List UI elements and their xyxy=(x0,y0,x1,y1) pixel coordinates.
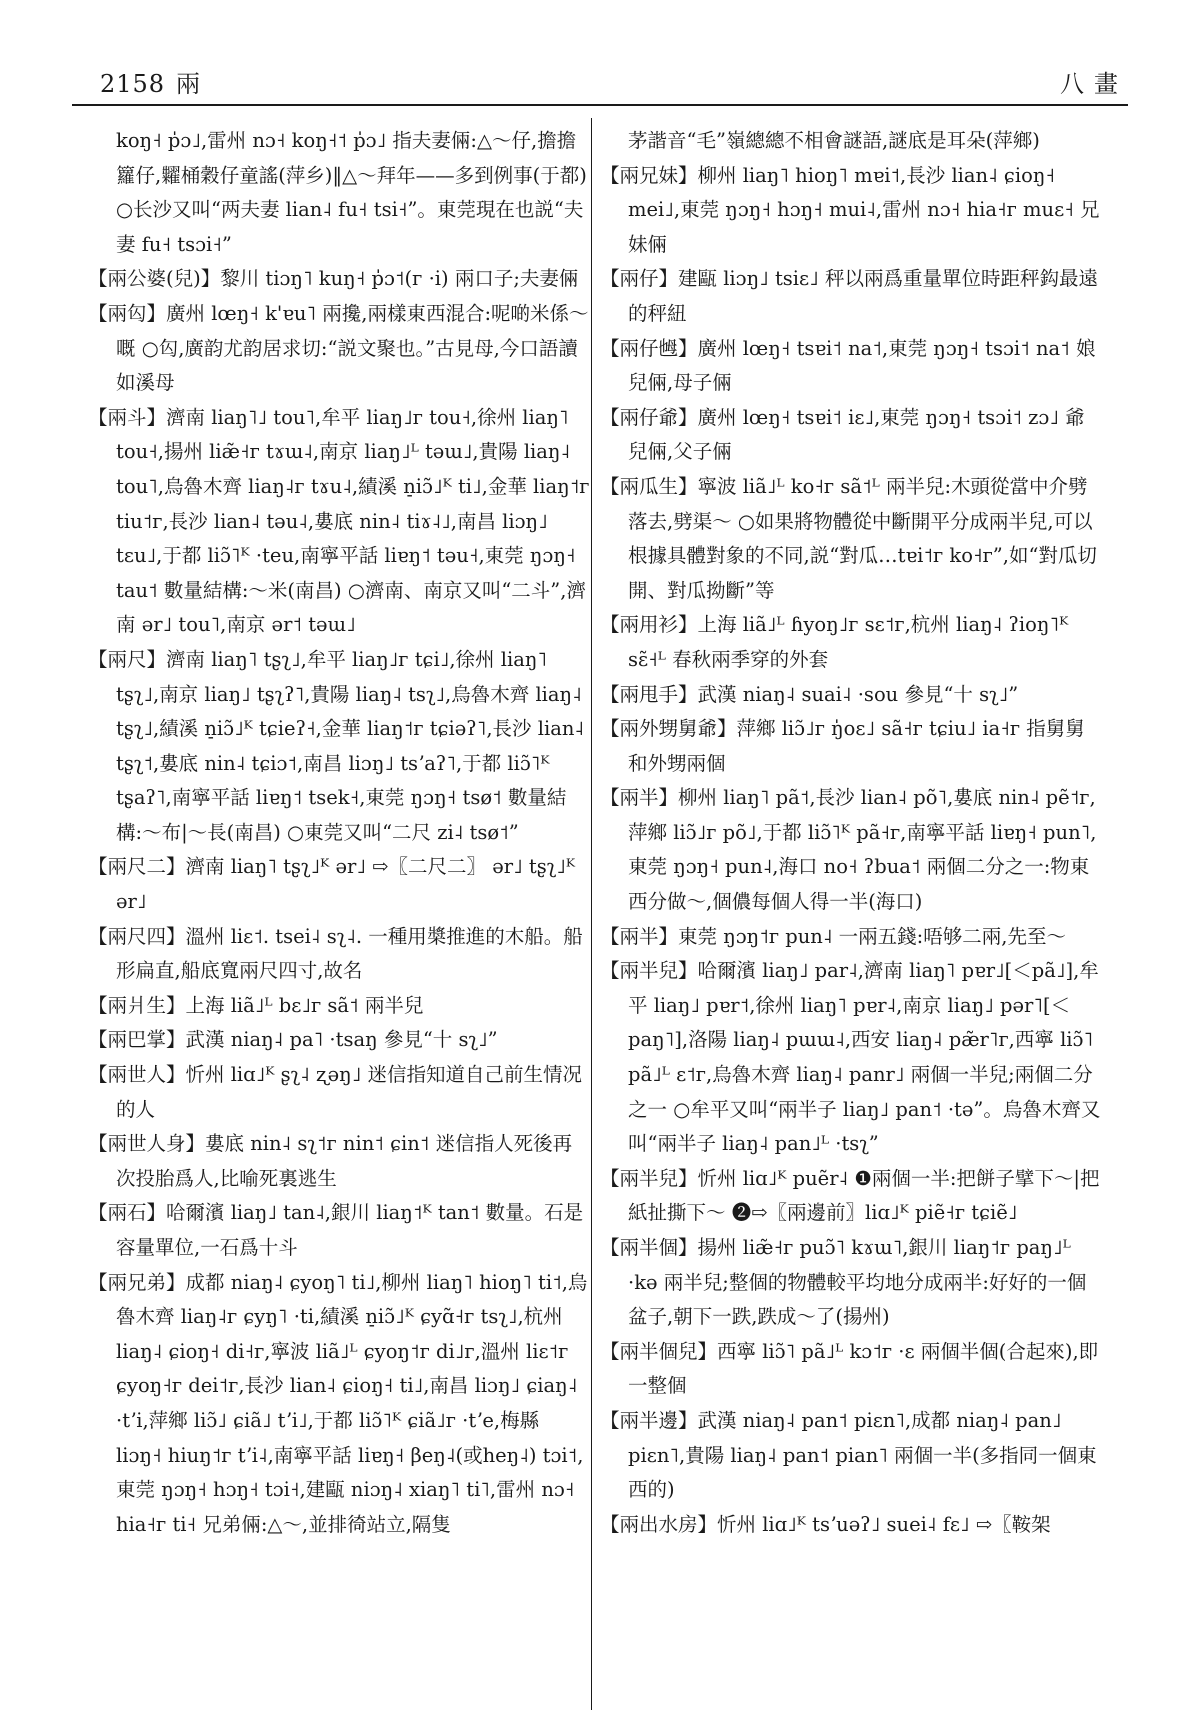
page-number: 2158 xyxy=(100,70,166,98)
dictionary-entry: 【兩仔乸】廣州 lœŋ˧ tsɐi˦ na˦,東莞 ŋɔŋ˧ tsɔi˦ na˦ 娘兒倆,母子倆 xyxy=(600,336,1096,395)
dictionary-entry: 【兩斗】濟南 liaŋ˥˩ tou˥,牟平 liaŋ˩ᴦ tou˧,徐州 liaŋ˥ tou˧,揚州 liæ̃˧ᴦ tɤɯ˨,南京 liaŋ˩ᴸ təɯ˩,貴陽 liaŋ˨ tou˥,烏魯木齊 liaŋ˨ᴦ tɤu˨,績溪 n̠iɔ̃˩ᴷ ti˩,金華 liaŋ˦ᴦ tiu˦ᴦ,長沙 lian˨ təu˨,婁底 nin˨ tiɤ˨˩,南昌 liɔŋ˩ tɛu˩,于都 liɔ̃˥ᴷ ·teu,南寧平話 liɐŋ˦ təu˧,東莞 ŋɔŋ˧ tau˦ 數量結構:～米(南昌) ○濟南、南京又叫“二斗”,濟南 ər˩ tou˥,南京 ər˦ təɯ˩ xyxy=(88,405,590,637)
dictionary-entry: 【兩世人】忻州 liɑ˩ᴷ ʂʅ˨ ʐəŋ˩ 迷信指知道自己前生情况的人 xyxy=(88,1063,583,1121)
dictionary-entry: 【兩兄弟】成都 niaŋ˨ ɕyoŋ˥ ti˩,柳州 liaŋ˥ hioŋ˥ ti˦,烏魯木齊 liaŋ˨ᴦ ɕyŋ˥ ·ti,績溪 n̠iɔ̃˩ᴷ ɕyɑ̃˧ᴦ tsʅ˩,杭州 liaŋ˨ ɕioŋ˧ di˧ᴦ,寧波 liã˩ᴸ ɕyoŋ˦ᴦ di˩ᴦ,溫州 liɛ˦ᴦ ɕyoŋ˧ᴦ dei˦ᴦ,長沙 lian˨ ɕioŋ˧ ti˩,南昌 liɔŋ˩ ɕiaŋ˨ ·tʼi,萍鄉 liɔ̃˩ ɕiã˩ tʼi˩,于都 liɔ̃˥ᴷ ɕiã˩ᴦ ·tʼe,梅縣 liɔŋ˧ hiuŋ˦ᴦ tʼi˨,南寧平話 liɐŋ˧ βeŋ˨(或heŋ˨) tɔi˦,東莞 ŋɔŋ˧ hɔŋ˧ tɔi˧,建甌 niɔŋ˨ xiaŋ˥ ti˥,雷州 nɔ˧ hia˧ᴦ ti˧ 兄弟倆:△～,並排徛站立,隔隻 xyxy=(88,1270,588,1536)
dictionary-entry: 【兩兄妹】柳州 liaŋ˥ hioŋ˥ mɐi˦,長沙 lian˨ ɕioŋ˧ mei˩,東莞 ŋɔŋ˧ hɔŋ˧ mui˨,雷州 nɔ˧ hia˧ᴦ muɛ˧ 兄妹倆 xyxy=(600,163,1100,256)
dictionary-entry: 【兩尺四】溫州 liɛ˦. tsei˨ sʅ˨. 一種用槳推進的木船。船形扁直,船底寬兩尺四寸,故名 xyxy=(88,924,583,983)
dictionary-entry: 【兩瓜生】寧波 liã˩ᴸ ko˧ᴦ sã˦ᴸ 兩半兒:木頭從當中介劈落去,劈渠～ ○如果將物體從中斷開平分成兩半兒,可以根據具體對象的不同,説“對瓜…tɐi˦ᴦ ko˧ᴦ”,如“對瓜切開、對瓜拗斷”等 xyxy=(600,474,1097,602)
dictionary-entry: 【兩用衫】上海 liã˩ᴸ ɦyoŋ˩ᴦ sɛ˦ᴦ,杭州 liaŋ˨ ʔioŋ˥ᴷ sɛ̃˧ᴸ 春秋兩季穿的外套 xyxy=(600,613,1069,671)
dictionary-entry: 【兩半個】揚州 liæ̃˧ᴦ puɔ̃˥ kɤɯ˥,銀川 liaŋ˦ᴦ paŋ˩ᴸ ·kə 兩半兒;整個的物體較平均地分成兩半:好好的一個盆子,朝下一跌,跌成～了(揚州) xyxy=(600,1236,1087,1329)
dictionary-entry: 【兩半邊】武漢 niaŋ˨ pan˦ piɛn˥,成都 niaŋ˨ pan˩ piɛn˥,貴陽 liaŋ˨ pan˦ pian˥ 兩個一半(多指同一個東西的) xyxy=(600,1408,1097,1502)
dictionary-entry: 【兩尺二】濟南 liaŋ˥ tʂʅ˩ᴷ ər˩ ⇨〖二尺二〗 ər˩ tʂʅ˩ᴷ ər˩ xyxy=(88,855,576,914)
dictionary-entry: 【兩石】哈爾濱 liaŋ˩ tan˨,銀川 liaŋ˦ᴷ tan˦ 數量。石是容量單位,一石爲十斗 xyxy=(88,1201,584,1259)
page-header xyxy=(72,64,1128,106)
dictionary-entry: 【兩半】東莞 ŋɔŋ˦ᴦ pun˨ 一兩五錢:唔够二兩,先至～ xyxy=(600,924,1066,948)
header-head-character: 兩 xyxy=(176,70,200,98)
dictionary-entry: 【兩半兒】哈爾濱 liaŋ˩ par˨,濟南 liaŋ˥ pɐr˩[＜pã˩],牟平 liaŋ˩ pɐr˦,徐州 liaŋ˥ pɐr˨,南京 liaŋ˩ pər˥[＜paŋ˥],洛陽 liaŋ˨ pɯɯ˨,西安 liaŋ˨ pæ̃r˥ᴦ,西寧 liɔ̃˥ pã˩ᴸ ɛ˦ᴦ,烏魯木齊 liaŋ˨ panr˩ 兩個一半兒;兩個二分之一 ○牟平又叫“兩半子 liaŋ˩ pan˦ ·tə”。烏魯木齊又叫“兩半子 liaŋ˨ pan˩ᴸ ·tsʅ” xyxy=(600,959,1101,1156)
entry-continuation: koŋ˧ p̍ɔ˩,雷州 nɔ˧ koŋ˧˦ p̍ɔ˩ 指夫妻倆:△～仔,擔擔籮仔,糶桶穀仔童謠(萍乡)‖△～拜年——多到例事(于都) ○长沙又叫“两夫妻 lian˨ fu˧ tsi˧”。東莞現在也説“夫妻 fu˧ tsɔi˧” xyxy=(116,129,587,256)
dictionary-entry: 【兩仔爺】廣州 lœŋ˧ tsɐi˦ iɛ˩,東莞 ŋɔŋ˧ tsɔi˦ zɔ˩ 爺兒倆,父子倆 xyxy=(600,405,1085,464)
right-column xyxy=(600,124,1102,1704)
dictionary-entry: 【兩公婆(兒)】黎川 tiɔŋ˥ kuŋ˧ p̍ɔ˦(ᴦ ·i) 兩口子;夫妻倆 xyxy=(88,267,579,291)
dictionary-entry: 【兩爿生】上海 liã˩ᴸ bɛ˩ᴦ sã˦ 兩半兒 xyxy=(88,993,424,1017)
dictionary-entry: 【兩外甥舅爺】萍鄉 liɔ̃˩ᴦ ŋ̍oɛ˩ sã˧ᴦ tɕiu˩ ia˧ᴦ 指舅舅和外甥兩個 xyxy=(600,717,1085,775)
dictionary-entry: 【兩半兒】忻州 liɑ˩ᴷ puẽr˨ ❶兩個一半:把餅子擘下～|把紙扯撕下～ ❷⇨〖兩邊前〗liɑ˩ᴷ piẽ˧ᴦ tɕiẽ˩ xyxy=(600,1166,1100,1225)
header-section-label: 八畫 xyxy=(1060,70,1128,98)
left-column xyxy=(88,124,590,1704)
dictionary-entry: 【兩出水房】忻州 liɑ˩ᴷ tsʼuəʔ˩ suei˨ fɛ˩ ⇨〖鞍架 xyxy=(600,1512,1051,1536)
column-divider xyxy=(591,118,592,1710)
dictionary-entry: 【兩世人身】婁底 nin˨ sʅ˦ᴦ nin˦ ɕin˦ 迷信指人死後再次投胎爲人,比喻死裏逃生 xyxy=(88,1132,573,1190)
dictionary-entry: 【兩巴掌】武漢 niaŋ˨ pa˥ ·tsaŋ 參見“十 sʅ˩” xyxy=(88,1028,498,1052)
entry-continuation: 茅諧音“毛”嶺總總不相會謎語,謎底是耳朵(萍鄉) xyxy=(628,129,1040,152)
dictionary-entry: 【兩半】柳州 liaŋ˥ pã˦,長沙 lian˨ põ˥,婁底 nin˨ pẽ˦ᴦ,萍鄉 liɔ̃˩ᴦ põ˩,于都 liɔ̃˥ᴷ pã˧ᴦ,南寧平話 liɐŋ˧ pun˥,東莞 ŋɔŋ˧ pun˨,海口 no˧ ʔbua˦ 兩個二分之一:物東西分做～,個儂每個人得一半(海口) xyxy=(600,786,1097,914)
dictionary-entry: 【兩甩手】武漢 niaŋ˨ suai˨ ·sou 參見“十 sʅ˩” xyxy=(600,682,1019,706)
dictionary-entry: 【兩匃】廣州 lœŋ˧ k'ɐu˥ 兩攙,兩樣東西混合:呢啲米係～嘅 ○匃,廣韵尤韵居求切:“説文聚也。”古見母,今口語讀如溪母 xyxy=(88,301,589,395)
dictionary-entry: 【兩尺】濟南 liaŋ˥ tʂʅ˩,牟平 liaŋ˩ᴦ tɕi˩,徐州 liaŋ˥ tʂʅ˩,南京 liaŋ˩ tʂʅʔ˥,貴陽 liaŋ˨ tsʅ˩,烏魯木齊 liaŋ˨ tʂʅ˩,績溪 n̠iɔ̃˩ᴷ tɕieʔ˧,金華 liaŋ˦ᴦ tɕiəʔ˥,長沙 lian˨ tʂʅ˦,婁底 nin˨ tɕiɔ˦,南昌 liɔŋ˩ tsʼaʔ˥,于都 liɔ̃˥ᴷ tʂaʔ˥,南寧平話 liɐŋ˦ tsek˧,東莞 ŋɔŋ˧ tsø˦ 數量結構:～布|～長(南昌) ○東莞又叫“二尺 zi˨ tsø˦” xyxy=(88,647,585,844)
dictionary-entry: 【兩仔】建甌 liɔŋ˩ tsiɛ˩ 秤以兩爲重量單位時距秤鈎最遠的秤紐 xyxy=(600,267,1098,325)
dictionary-entry: 【兩半個兒】西寧 liɔ̃˥ pã˩ᴸ kɔ˦ᴦ ·ɛ 兩個半個(合起來),即一整個 xyxy=(600,1339,1099,1398)
